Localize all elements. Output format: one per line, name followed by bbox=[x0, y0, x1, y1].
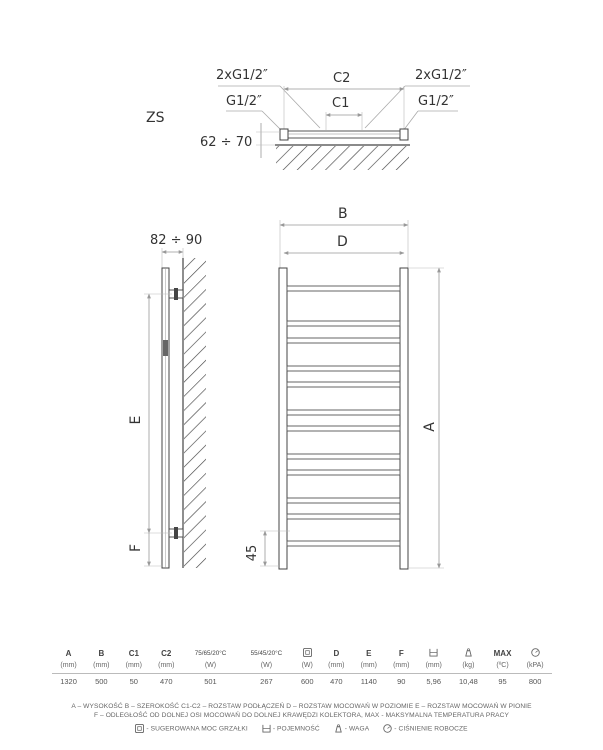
b-label: B bbox=[338, 206, 348, 222]
height-range-label: 62 ÷ 70 bbox=[200, 135, 253, 150]
weight-icon bbox=[450, 648, 487, 659]
spec-header: MAX bbox=[493, 649, 512, 658]
heater-icon bbox=[294, 648, 320, 659]
side-view bbox=[128, 233, 206, 568]
side-wall-hatch bbox=[184, 258, 206, 568]
spec-unit: (mm) bbox=[360, 661, 377, 669]
rung-6 bbox=[287, 410, 400, 415]
left-thread-label: G1/2″ bbox=[226, 94, 262, 109]
spec-unit: (mm) bbox=[158, 661, 175, 669]
rung-4 bbox=[287, 366, 400, 371]
legend-line-1: A – WYSOKOŚĆ B – SZEROKOŚĆ C1-C2 – ROZSTAW PODŁĄCZEŃ D – ROZSTAW MOCOWAŃ W POZIOMIE E – ROZSTAW MOCOWAŃ W PIONIE bbox=[71, 703, 532, 710]
legend bbox=[20, 702, 583, 733]
e-label: E bbox=[128, 415, 144, 425]
right-thread-label: G1/2″ bbox=[418, 94, 454, 109]
c1-label: C1 bbox=[332, 96, 350, 111]
spec-value: 1140 bbox=[353, 674, 385, 688]
rung-9 bbox=[287, 470, 400, 475]
legend-pressure-text: - CIŚNIENIE ROBOCZE bbox=[394, 725, 468, 733]
spec-unit: (kPA) bbox=[526, 661, 544, 669]
rungs bbox=[287, 286, 400, 546]
spec-unit: (mm) bbox=[60, 661, 77, 669]
spec-table bbox=[52, 648, 552, 687]
legend-weight bbox=[334, 724, 370, 733]
top-wall-hatch bbox=[276, 146, 409, 170]
left-collector bbox=[279, 268, 287, 569]
right-thread-leader-diag bbox=[403, 111, 418, 131]
spec-header-row bbox=[52, 648, 552, 659]
spec-value: 267 bbox=[238, 674, 294, 688]
top-right-collector bbox=[400, 129, 408, 140]
right-collector bbox=[400, 268, 408, 569]
capacity-icon bbox=[418, 648, 450, 659]
spec-value: 90 bbox=[385, 674, 417, 688]
legend-heater-text: - SUGEROWANA MOC GRZAŁKI bbox=[146, 725, 248, 733]
right-connection-label: 2xG1/2″ bbox=[415, 68, 467, 83]
spec-header: C2 bbox=[161, 649, 172, 658]
upper-bracket-clip bbox=[174, 288, 178, 300]
spec-unit: (mm) bbox=[393, 661, 410, 669]
spec-header: B bbox=[98, 649, 105, 658]
rung-12 bbox=[287, 541, 400, 546]
spec-unit: (mm) bbox=[125, 661, 142, 669]
side-valve bbox=[163, 340, 168, 356]
capacity-icon bbox=[262, 724, 271, 733]
legend-line-2: F – ODLEGŁOŚĆ OD DOLNEJ OSI MOCOWAŃ DO DOLNEJ KRAWĘDZI KOLEKTORA, MAX - MAKSYMALNA TEMPERATURA PRACY bbox=[93, 712, 510, 719]
rung-11 bbox=[287, 514, 400, 519]
spec-value: 10,48 bbox=[450, 674, 487, 688]
spec-unit: (W) bbox=[301, 661, 313, 669]
spec-value: 5,96 bbox=[418, 674, 450, 688]
legend-icons-row bbox=[20, 724, 583, 733]
spec-value: 95 bbox=[487, 674, 519, 688]
zs-label: ZS bbox=[146, 110, 165, 126]
rung-7 bbox=[287, 426, 400, 431]
rung-3 bbox=[287, 338, 400, 343]
left-conn-leader-diag bbox=[280, 86, 320, 128]
c2-label: C2 bbox=[333, 71, 351, 86]
top-left-collector bbox=[280, 129, 288, 140]
weight-icon bbox=[334, 724, 343, 733]
spec-header: 75/65/20°C bbox=[194, 650, 227, 657]
top-view-body bbox=[281, 131, 407, 138]
spec-value: 50 bbox=[118, 674, 150, 688]
spec-unit: (mm) bbox=[93, 661, 110, 669]
pressure-icon bbox=[518, 648, 552, 659]
offset-label: 45 bbox=[245, 544, 260, 562]
spec-header: E bbox=[366, 649, 372, 658]
spec-unit: (ºC) bbox=[496, 661, 509, 669]
spec-header: 55/45/20°C bbox=[250, 650, 283, 657]
legend-capacity bbox=[262, 724, 320, 733]
spec-unit: (W) bbox=[260, 661, 273, 669]
heater-icon bbox=[135, 724, 144, 733]
f-label: F bbox=[128, 543, 144, 553]
spec-unit-row bbox=[52, 659, 552, 674]
spec-unit: (mm) bbox=[425, 661, 442, 669]
right-conn-leader-diag bbox=[365, 86, 405, 128]
spec-value: 600 bbox=[294, 674, 320, 688]
rung-8 bbox=[287, 454, 400, 459]
spec-value: 500 bbox=[85, 674, 117, 688]
legend-pressure bbox=[383, 724, 467, 733]
legend-capacity-text: - POJEMNOŚĆ bbox=[272, 725, 320, 733]
spec-unit: (mm) bbox=[328, 661, 345, 669]
lower-bracket-clip bbox=[174, 527, 178, 539]
front-view bbox=[245, 206, 444, 569]
d-label: D bbox=[337, 234, 348, 250]
left-connection-label: 2xG1/2″ bbox=[216, 68, 268, 83]
rung-2 bbox=[287, 321, 400, 326]
rung-10 bbox=[287, 498, 400, 503]
spec-unit: (kg) bbox=[462, 661, 475, 669]
spec-header: F bbox=[398, 649, 404, 658]
spec-header: A bbox=[65, 649, 72, 658]
spec-value: 800 bbox=[518, 674, 552, 688]
spec-value: 470 bbox=[150, 674, 182, 688]
a-label: A bbox=[422, 422, 438, 432]
spec-header: D bbox=[333, 649, 340, 658]
pressure-icon bbox=[383, 724, 392, 733]
spec-value-row bbox=[52, 674, 552, 688]
top-view bbox=[146, 68, 470, 170]
depth-range-label: 82 ÷ 90 bbox=[150, 233, 203, 248]
spec-unit: (W) bbox=[204, 661, 217, 669]
legend-heater bbox=[135, 724, 247, 733]
left-thread-leader-diag bbox=[262, 111, 282, 131]
spec-value: 501 bbox=[183, 674, 239, 688]
spec-value: 470 bbox=[320, 674, 352, 688]
rung-5 bbox=[287, 382, 400, 387]
rung-1 bbox=[287, 286, 400, 291]
spec-header: C1 bbox=[128, 649, 139, 658]
spec-value: 1320 bbox=[52, 674, 85, 688]
legend-weight-text: - WAGA bbox=[344, 725, 370, 733]
